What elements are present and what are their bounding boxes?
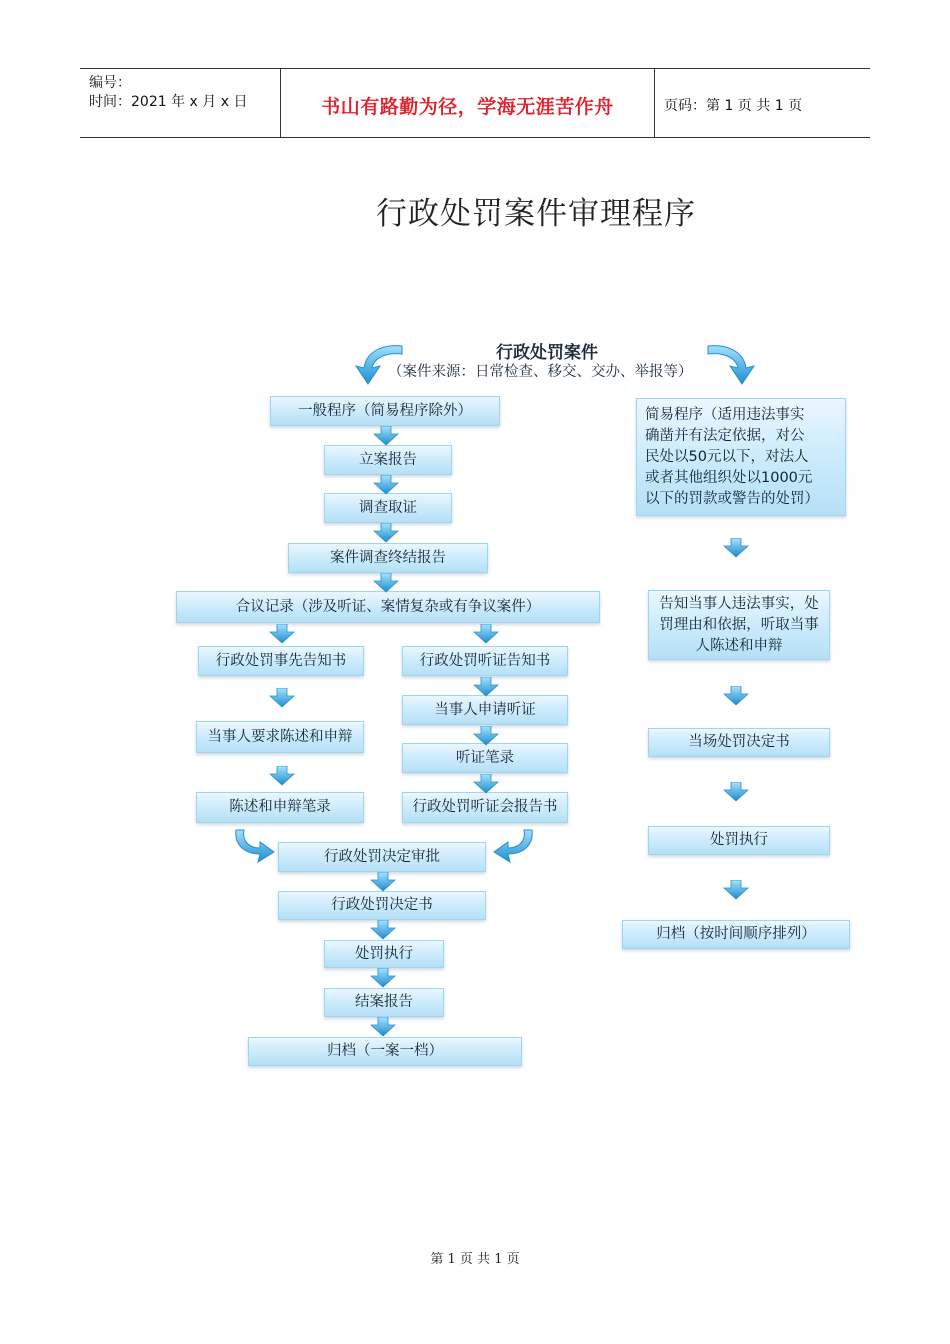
step-onsite-decision: 当场处罚决定书	[648, 728, 830, 757]
curved-arrow-right-icon	[706, 342, 758, 386]
step-collegial-record: 合议记录（涉及听证、案情复杂或有争议案件）	[176, 591, 600, 623]
down-arrow-icon	[723, 686, 749, 706]
down-arrow-icon	[370, 920, 396, 940]
curved-arrow-left-icon	[352, 342, 404, 386]
simple-line-4: 或者其他组织处以1000元	[645, 469, 813, 486]
notify-line-2: 罚理由和依据，听取当事	[659, 616, 819, 633]
curved-arrow-merge-left-icon	[232, 828, 276, 864]
step-case-closing-report: 结案报告	[324, 988, 444, 1017]
simple-line-1: 简易程序（适用违法事实	[645, 406, 805, 423]
notify-line-3: 人陈述和申辩	[695, 637, 783, 654]
step-simple-notify	[648, 590, 830, 660]
simple-line-3: 民处以50元以下，对法人	[645, 448, 809, 465]
page-footer: 第 1 页 共 1 页	[430, 1252, 520, 1267]
step-investigation-final-report: 案件调查终结报告	[288, 543, 488, 573]
step-filing-report: 立案报告	[324, 445, 452, 475]
step-simple-execute: 处罚执行	[648, 826, 830, 855]
code-label: 编号：	[89, 75, 131, 91]
down-arrow-icon	[723, 538, 749, 558]
notify-line-1: 告知当事人违法事实，处	[659, 595, 819, 612]
step-archive-simple: 归档（按时间顺序排列）	[622, 920, 850, 949]
page-info: 页码：第 1 页 共 1 页	[664, 98, 803, 114]
case-source: （案件来源：日常检查、移交、交办、举报等）	[388, 364, 693, 380]
simple-line-2: 确凿并有法定依据，对公	[645, 427, 805, 444]
down-arrow-icon	[373, 573, 399, 593]
case-title: 行政处罚案件	[496, 343, 598, 363]
time-label: 时间：2021 年 x 月 x 日	[89, 94, 248, 110]
down-arrow-icon	[373, 523, 399, 543]
document-title: 行政处罚案件审理程序	[376, 196, 696, 232]
down-arrow-icon	[473, 726, 499, 746]
step-general-procedure: 一般程序（简易程序除外）	[270, 396, 500, 426]
down-arrow-icon	[473, 774, 499, 794]
down-arrow-icon	[723, 880, 749, 900]
down-arrow-icon	[269, 624, 295, 644]
step-hearing-record: 听证笔录	[402, 743, 568, 773]
step-execute-penalty: 处罚执行	[324, 940, 444, 968]
step-hearing-notice: 行政处罚听证告知书	[402, 646, 568, 676]
down-arrow-icon	[473, 624, 499, 644]
down-arrow-icon	[370, 872, 396, 892]
down-arrow-icon	[373, 426, 399, 446]
step-prior-notice: 行政处罚事先告知书	[198, 646, 364, 676]
step-request-statement: 当事人要求陈述和申辩	[196, 721, 364, 753]
down-arrow-icon	[370, 1017, 396, 1037]
step-decision-approval: 行政处罚决定审批	[278, 842, 486, 872]
step-apply-hearing: 当事人申请听证	[402, 695, 568, 725]
down-arrow-icon	[370, 968, 396, 988]
down-arrow-icon	[269, 688, 295, 708]
down-arrow-icon	[723, 782, 749, 802]
step-archive-general: 归档（一案一档）	[248, 1037, 522, 1066]
step-decision-document: 行政处罚决定书	[278, 891, 486, 920]
step-statement-record: 陈述和申辩笔录	[196, 792, 364, 823]
simple-line-5: 以下的罚款或警告的处罚）	[645, 490, 819, 507]
curved-arrow-merge-right-icon	[492, 828, 536, 864]
step-hearing-report: 行政处罚听证会报告书	[402, 792, 568, 823]
down-arrow-icon	[373, 475, 399, 495]
down-arrow-icon	[473, 677, 499, 697]
motto: 书山有路勤为径，学海无涯苦作舟	[321, 96, 614, 118]
step-investigation: 调查取证	[324, 493, 452, 523]
step-simple-procedure	[636, 398, 846, 516]
down-arrow-icon	[269, 766, 295, 786]
